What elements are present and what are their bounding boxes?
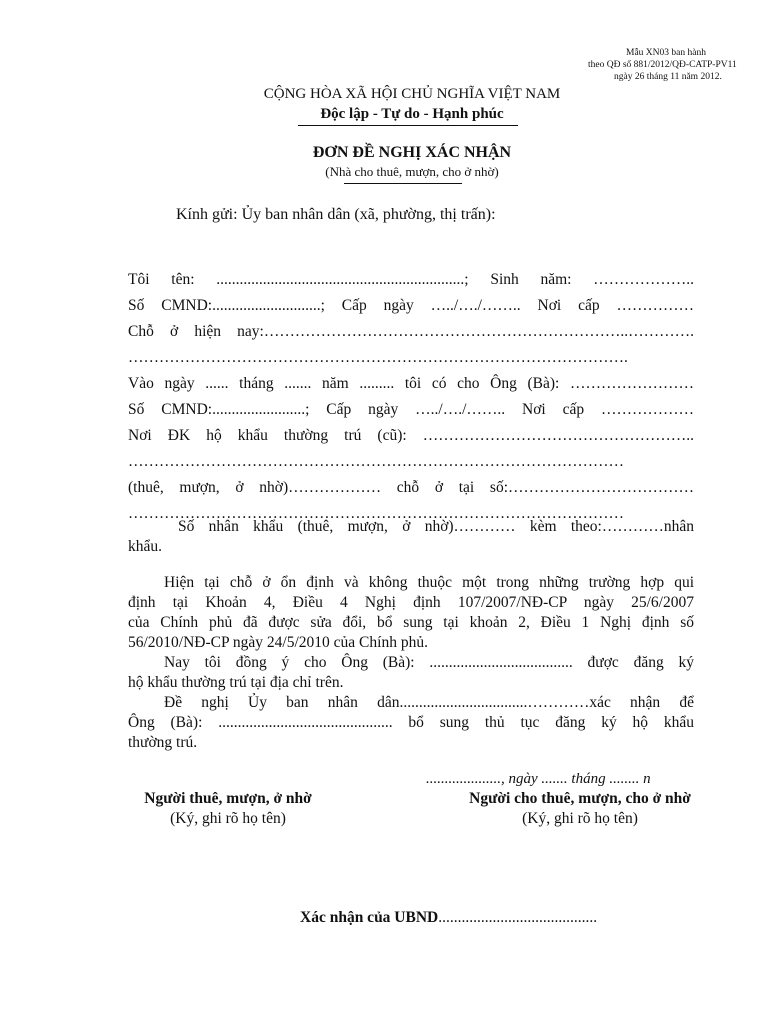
- field-full-name: Tôi tên: ................................................................; Sinh năm: ………………..: [128, 271, 694, 288]
- ubnd-confirmation-dots: .........................................: [438, 909, 598, 926]
- signature-left-title: Người thuê, mượn, ở nhờ: [144, 790, 312, 807]
- form-note-line1: Mẫu XN03 ban hành: [626, 48, 706, 58]
- country-header: CỘNG HÒA XÃ HỘI CHỦ NGHĨA VIỆT NAM: [263, 86, 561, 102]
- field-tenant-id-number: Số CMND:........................; Cấp ngày …../…./…….. Nơi cấp ………………: [128, 401, 694, 418]
- legal-paragraph-line2: định tại Khoản 4, Điều 4 Nghị định 107/2007/NĐ-CP ngày 25/6/2007: [128, 594, 694, 611]
- field-previous-registration: Nơi ĐK hộ khẩu thường trú (cũ): ……………………………………………..: [128, 427, 694, 444]
- date-line: ...................., ngày ....... tháng ........ n: [426, 771, 651, 787]
- field-previous-registration-cont: ……………………………………………………………………………………: [128, 453, 624, 470]
- legal-paragraph-line3: của Chính phủ đã được sửa đổi, bổ sung tại khoản 2, Điều 1 Nghị định số: [128, 614, 694, 631]
- signature-right-title: Người cho thuê, mượn, cho ở nhờ: [469, 790, 691, 807]
- subtitle-underline: [344, 183, 462, 184]
- field-date-lent: Vào ngày ...... tháng ....... năm ......... tôi có cho Ông (Bà): ……………………: [128, 375, 694, 392]
- consent-paragraph-line2: hộ khẩu thường trú tại địa chỉ trên.: [128, 674, 344, 691]
- household-count: Số nhân khẩu (thuê, mượn, ở nhờ)………… kèm theo:…………nhân: [178, 518, 694, 535]
- request-paragraph-line1: Đề nghị Ủy ban nhân dân.................................…………xác nhận để: [164, 694, 694, 711]
- ubnd-confirmation-label: Xác nhận của UBND: [300, 909, 439, 926]
- legal-paragraph-line1: Hiện tại chỗ ở ổn định và không thuộc một trong những trường hợp qui: [164, 574, 694, 591]
- field-residence-address-cont: ……………………………………………………………………………………: [128, 505, 624, 522]
- household-count-cont: khẩu.: [128, 538, 163, 555]
- request-paragraph-line3: thường trú.: [128, 734, 198, 751]
- ubnd-confirmation: [300, 909, 597, 927]
- document-subtitle: (Nhà cho thuê, mượn, cho ở nhờ): [325, 164, 499, 179]
- field-current-address-cont: …………………………………………………………………………………….: [128, 349, 628, 366]
- consent-paragraph-line1: Nay tôi đồng ý cho Ông (Bà): ..................................... được đăng ký: [164, 654, 694, 671]
- form-note-line2: theo QĐ số 881/2012/QĐ-CATP-PV11: [588, 60, 737, 70]
- motto: Độc lập - Tự do - Hạnh phúc: [320, 106, 504, 122]
- document-title: ĐƠN ĐỀ NGHỊ XÁC NHẬN: [312, 144, 512, 161]
- form-note-line3: ngày 26 tháng 11 năm 2012.: [614, 72, 722, 82]
- field-residence-address: (thuê, mượn, ở nhờ)……………… chỗ ở tại số:………………………………: [128, 479, 694, 496]
- field-current-address: Chỗ ở hiện nay:……………………………………………………………..………….: [128, 323, 694, 340]
- signature-right-note: (Ký, ghi rõ họ tên): [522, 810, 638, 827]
- motto-underline: [298, 125, 518, 126]
- recipient-line: Kính gửi: Ủy ban nhân dân (xã, phường, thị trấn):: [176, 206, 496, 223]
- signature-left-note: (Ký, ghi rõ họ tên): [170, 810, 286, 827]
- request-paragraph-line2: Ông (Bà): ............................................. bổ sung thủ tục đăng ký hộ khẩu: [128, 714, 694, 731]
- legal-paragraph-line4: 56/2010/NĐ-CP ngày 24/5/2010 của Chính phủ.: [128, 634, 428, 651]
- field-id-number: Số CMND:............................; Cấp ngày …../…./…….. Nơi cấp ……………: [128, 297, 694, 314]
